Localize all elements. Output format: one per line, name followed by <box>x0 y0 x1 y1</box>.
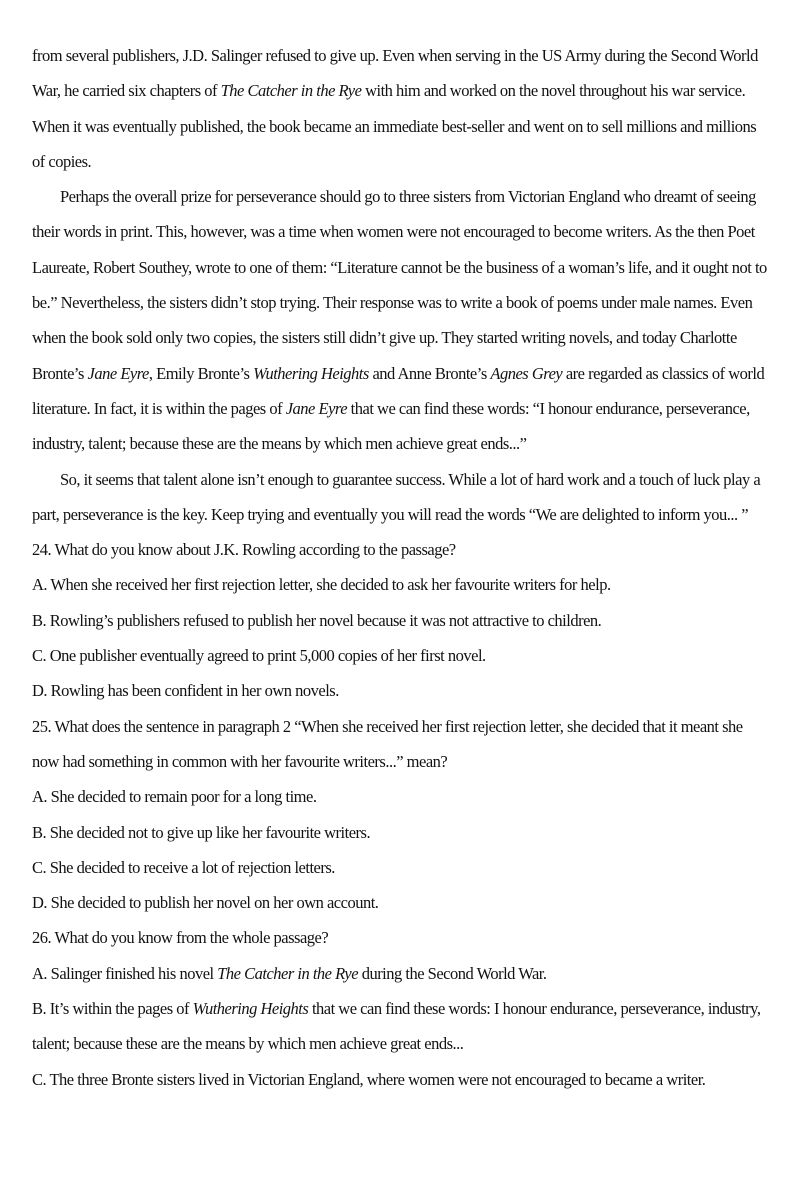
question-25-option-a <box>32 779 770 814</box>
book-title-italic: The Catcher in the Rye <box>220 81 362 101</box>
text-run: B. It’s within the pages of <box>32 999 193 1019</box>
text-run: B. She decided not to give up like her favourite writers. <box>32 822 371 842</box>
text-run: that we can find these words: “I honour endurance, perseverance, industry, talent; because these are the means by which men achieve great ends...” <box>32 398 750 454</box>
passage-paragraph-1 <box>32 38 770 179</box>
text-run: 24. What do you know about J.K. Rowling according to the passage? <box>32 540 456 560</box>
text-run: , Emily Bronte’s <box>148 363 254 383</box>
text-run: from several publishers, J.D. Salinger refused to give up. Even when serving in the US Army during the Second World War, he carried six chapters of <box>32 46 758 101</box>
question-25-text <box>32 709 770 780</box>
book-title-italic: Jane Eyre <box>87 363 149 383</box>
text-run: A. When she received her first rejection letter, she decided to ask her favourite writers for help. <box>32 575 611 595</box>
book-title-italic: Agnes Grey <box>490 363 563 383</box>
question-25-option-d <box>32 885 770 920</box>
text-run: Perhaps the overall prize for perseverance should go to three sisters from Victorian England who dreamt of seeing their words in print. This, however, was a time when women were not encouraged to become writers. As the then Poet Laureate, Robert Southey, wrote to one of them: “Literature cannot be the business of a woman’s life, and it ought not to be.” Nevertheless, the sisters didn’t stop trying. Their response was to write a book of poems under male names. Even when the book sold only two copies, the sisters still didn’t give up. They started writing novels, and today Charlotte Bronte’s <box>32 187 767 383</box>
question-26-text <box>32 920 770 955</box>
question-25-option-b <box>32 815 770 850</box>
question-24-option-a <box>32 567 770 602</box>
question-26-option-a <box>32 956 770 991</box>
text-run: D. Rowling has been confident in her own novels. <box>32 681 339 701</box>
text-run: that we can find these words: I honour endurance, perseverance, industry, talent; because these are the means by which men achieve great ends... <box>32 999 761 1054</box>
text-run: with him and worked on the novel throughout his war service. When it was eventually published, the book became an immediate best-seller and went on to sell millions and millions of copies. <box>32 81 757 171</box>
text-run: and Anne Bronte’s <box>368 363 491 383</box>
text-run: C. One publisher eventually agreed to print 5,000 copies of her first novel. <box>32 646 486 666</box>
book-title-italic: Wuthering Heights <box>253 363 369 383</box>
question-24-option-b <box>32 603 770 638</box>
question-26-option-c <box>32 1062 770 1097</box>
question-24-text <box>32 532 770 567</box>
text-run: A. Salinger finished his novel <box>32 963 218 983</box>
passage-paragraph-2 <box>32 179 770 461</box>
text-run: C. She decided to receive a lot of rejection letters. <box>32 857 335 877</box>
book-title-italic: Jane Eyre <box>285 398 348 418</box>
text-run: C. The three Bronte sisters lived in Victorian England, where women were not encouraged to became a writer. <box>32 1069 706 1089</box>
text-run: A. She decided to remain poor for a long time. <box>32 787 317 807</box>
text-run: B. Rowling’s publishers refused to publish her novel because it was not attractive to children. <box>32 610 602 630</box>
text-run: during the Second World War. <box>358 963 547 983</box>
book-title-italic: Wuthering Heights <box>192 999 309 1019</box>
book-title-italic: The Catcher in the Rye <box>217 963 359 983</box>
question-25-option-c <box>32 850 770 885</box>
question-24-option-d <box>32 673 770 708</box>
question-26-option-b <box>32 991 770 1062</box>
question-24-option-c <box>32 638 770 673</box>
text-run: 25. What does the sentence in paragraph 2 “When she received her first rejection letter, she decided that it meant she now had something in common with her favourite writers...” mean? <box>32 716 743 771</box>
text-run: 26. What do you know from the whole passage? <box>32 928 329 948</box>
passage-paragraph-3 <box>32 462 770 533</box>
text-run: are regarded as classics of world literature. In fact, it is within the pages of <box>32 363 765 418</box>
text-run: D. She decided to publish her novel on her own account. <box>32 893 379 913</box>
text-run: So, it seems that talent alone isn’t enough to guarantee success. While a lot of hard work and a touch of luck play a part, perseverance is the key. Keep trying and eventually you will read the words “We are delighted to inform you... ” <box>32 469 761 524</box>
